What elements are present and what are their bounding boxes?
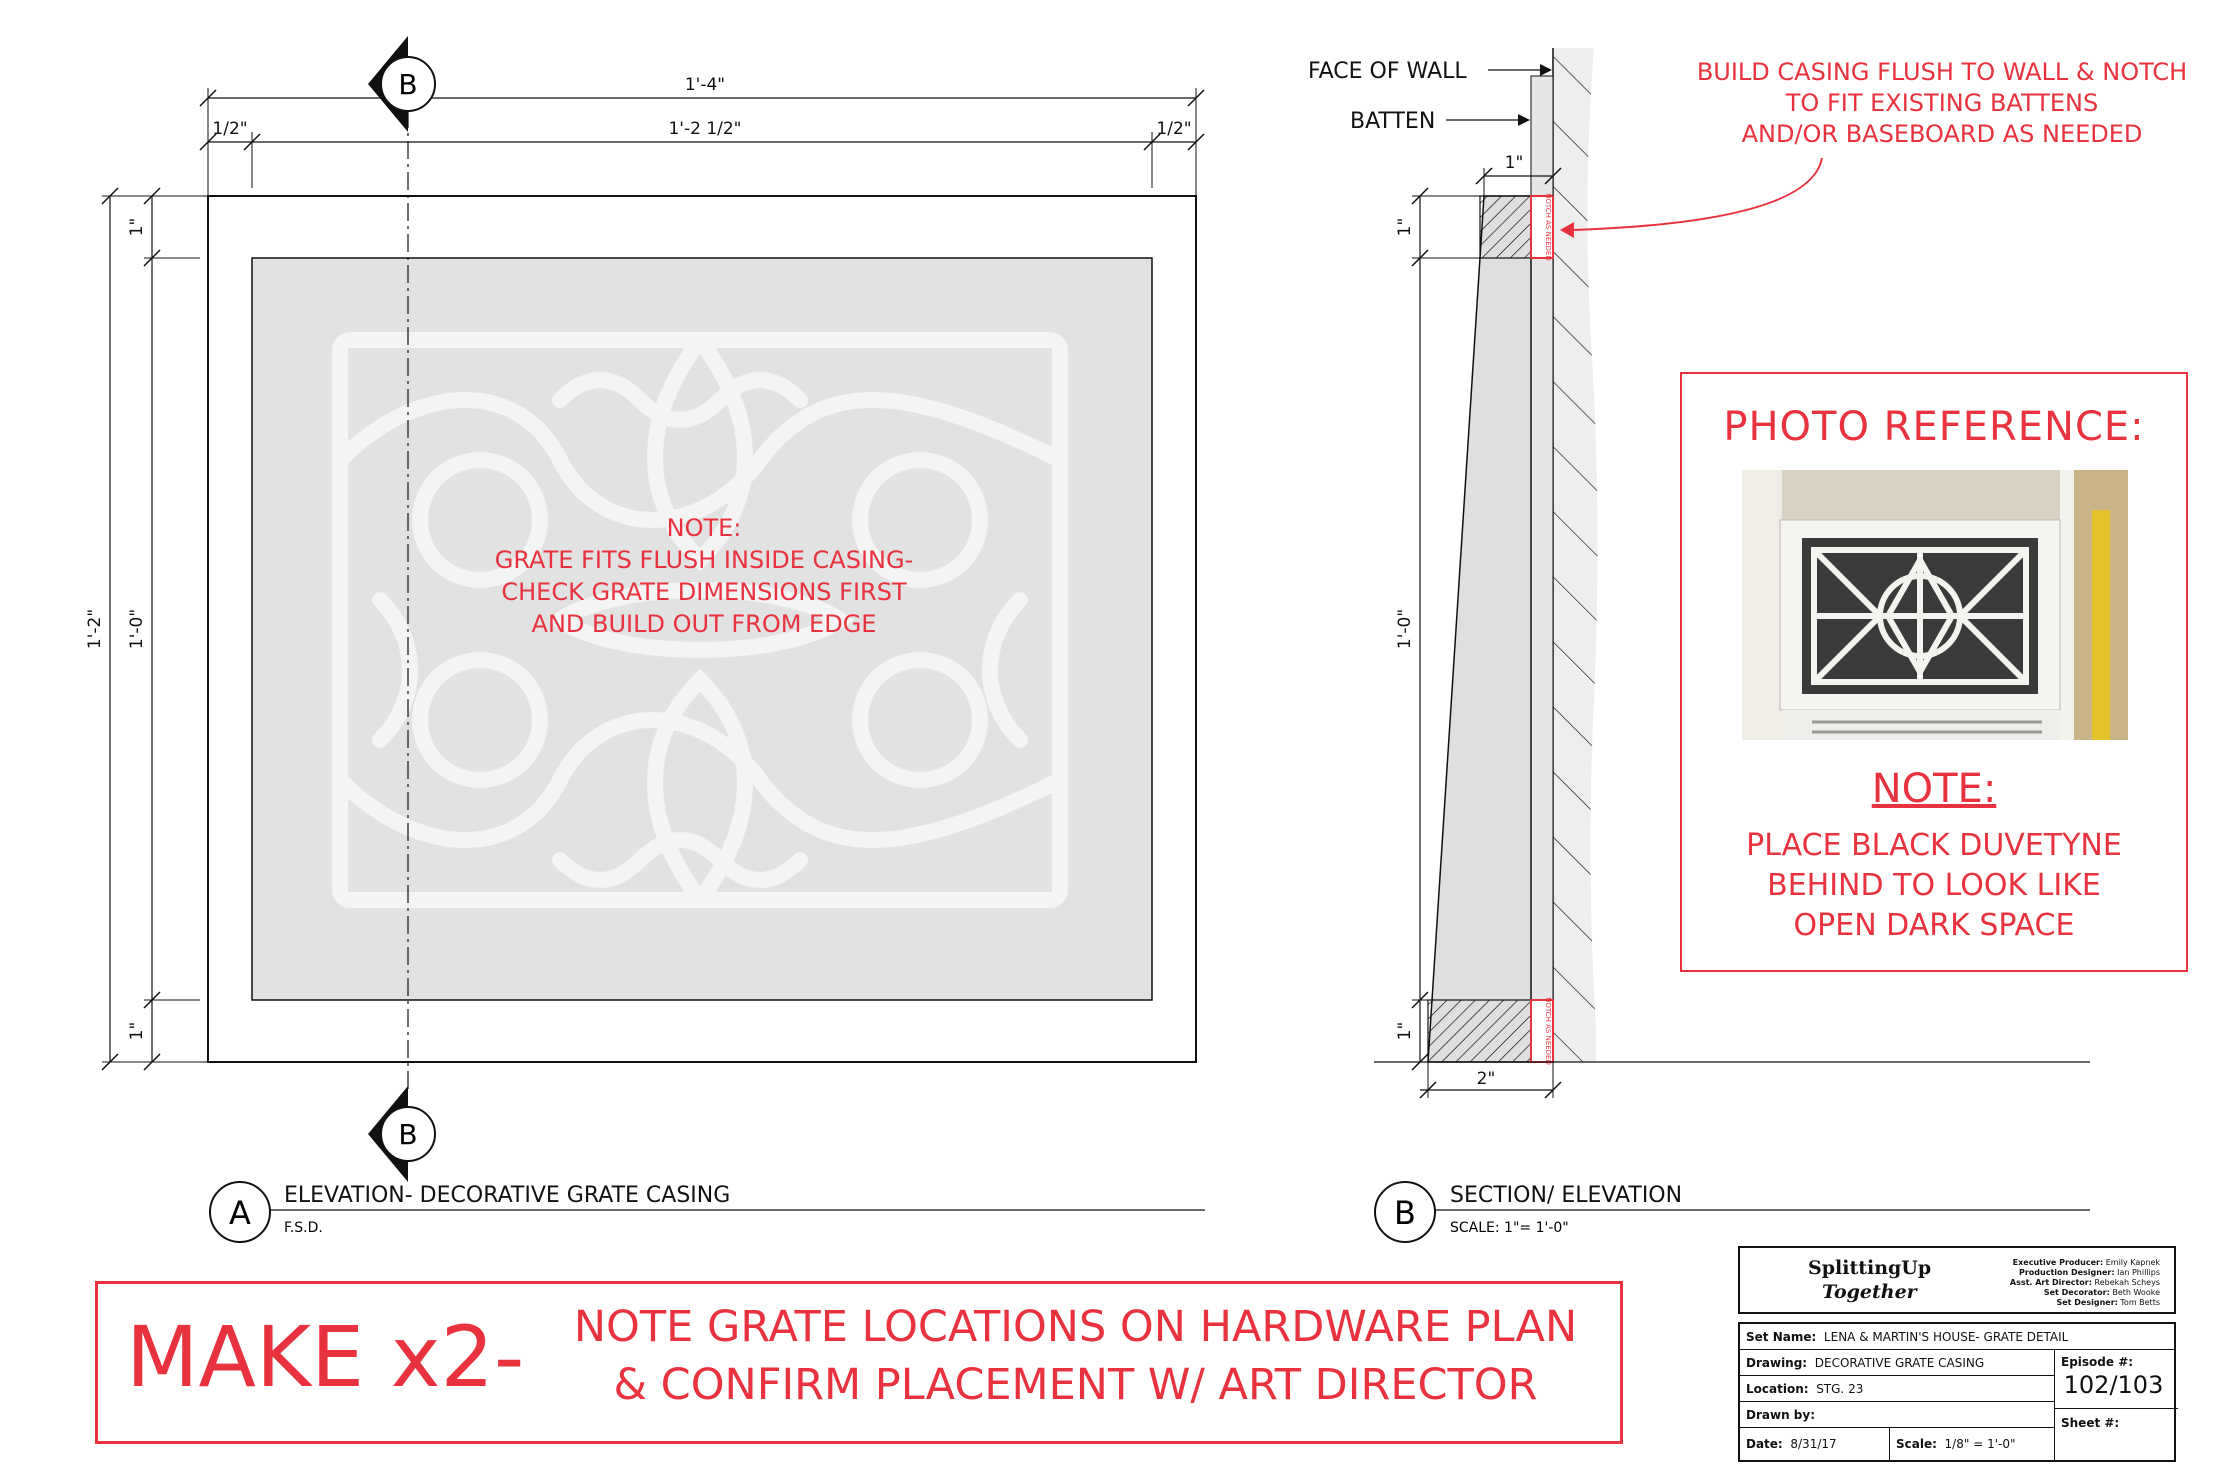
view-sub-b: SCALE: 1"= 1'-0" — [1450, 1220, 1569, 1236]
dim-overall-width: 1'-4" — [684, 75, 726, 95]
grate-note-line1: GRATE FITS FLUSH INSIDE CASING- — [494, 546, 914, 574]
tb-location: Location: STG. 23 — [1740, 1376, 2055, 1402]
photo-reference-title: PHOTO REFERENCE: — [1723, 404, 2145, 450]
tb-episode-label: Episode #: — [2061, 1355, 2134, 1369]
photo-reference-box — [1680, 372, 2188, 972]
elevation-view — [85, 36, 1205, 1242]
make-quantity-text: MAKE x2- — [126, 1308, 525, 1406]
view-sub-a: F.S.D. — [284, 1220, 323, 1236]
svg-text:B: B — [398, 68, 418, 101]
batten-label: BATTEN — [1350, 109, 1436, 134]
view-title-b: SECTION/ ELEVATION — [1450, 1183, 1683, 1208]
casing-profile — [1428, 196, 1531, 1062]
dim-section-bottom: 1" — [1395, 1021, 1415, 1041]
view-title-a: ELEVATION- DECORATIVE GRATE CASING — [284, 1183, 731, 1208]
tb-set-name: Set Name: LENA & MARTIN'S HOUSE- GRATE DETAIL — [1740, 1324, 2174, 1350]
banner-note: NOTE GRATE LOCATIONS ON HARDWARE PLAN & CONFIRM PLACEMENT W/ ART DIRECTOR — [573, 1302, 1578, 1410]
tb-date: Date: 8/31/17 — [1740, 1428, 1890, 1460]
title-block-header — [1738, 1246, 2176, 1314]
casing-callout-line1: BUILD CASING FLUSH TO WALL & NOTCH — [1696, 58, 2188, 86]
grate-reference-photo — [1742, 470, 2128, 740]
photo-note-text: PLACE BLACK DUVETYNE BEHIND TO LOOK LIKE OPEN DARK SPACE — [1746, 828, 2122, 943]
tb-drawn-by: Drawn by: — [1740, 1402, 2055, 1428]
dim-right-margin: 1/2" — [1156, 119, 1192, 139]
tb-scale: Scale: 1/8" = 1'-0" — [1890, 1428, 2055, 1460]
dim-section-inner: 1'-0" — [1395, 608, 1415, 650]
grate-note-heading: NOTE: — [666, 514, 742, 542]
dim-left-margin: 1/2" — [212, 119, 248, 139]
view-letter-a: A — [229, 1194, 251, 1232]
dim-inner-height: 1'-0" — [127, 608, 147, 650]
dim-depth-bottom: 2" — [1476, 1069, 1496, 1089]
dim-section-top: 1" — [1395, 217, 1415, 237]
notch-label-bottom: NOTCH AS NEEDED — [1544, 997, 1552, 1065]
section-marker-bottom — [368, 1086, 435, 1182]
credits-list: Executive Producer: Emily Kapnek Production Designer: Ian Phillips Asst. Art Director: Rebekah Scheys Set Decorator: Beth Wooke Set Designer: Tom Betts — [2009, 1258, 2160, 1307]
tb-sheet-label: Sheet #: — [2061, 1416, 2120, 1430]
svg-text:B: B — [398, 1118, 418, 1151]
tb-drawing: Drawing: DECORATIVE GRATE CASING — [1740, 1350, 2055, 1376]
dim-top-border: 1" — [127, 217, 147, 237]
section-marker-top — [368, 36, 435, 132]
callout-leader — [1572, 158, 1822, 230]
casing-callout-line3: AND/OR BASEBOARD AS NEEDED — [1741, 120, 2143, 148]
face-of-wall-label: FACE OF WALL — [1308, 59, 1467, 84]
dim-overall-height: 1'-2" — [85, 608, 105, 650]
tb-episode-value: 102/103 — [2063, 1371, 2164, 1399]
dim-bottom-border: 1" — [127, 1021, 147, 1041]
view-letter-b: B — [1394, 1194, 1416, 1232]
dim-depth-top: 1" — [1504, 153, 1524, 173]
grate-note-line2: CHECK GRATE DIMENSIONS FIRST — [501, 578, 907, 606]
notch-label-top: NOTCH AS NEEDED — [1544, 193, 1552, 261]
title-block-grid — [1738, 1322, 2176, 1462]
make-quantity-banner — [95, 1281, 1623, 1444]
grate-note-line3: AND BUILD OUT FROM EDGE — [531, 610, 877, 638]
show-logo: SplittingUp Together — [1808, 1257, 1932, 1303]
photo-note-heading: NOTE: — [1871, 766, 1997, 812]
dim-inner-width: 1'-2 1/2" — [668, 119, 742, 139]
casing-callout-line2: TO FIT EXISTING BATTENS — [1785, 89, 2099, 117]
